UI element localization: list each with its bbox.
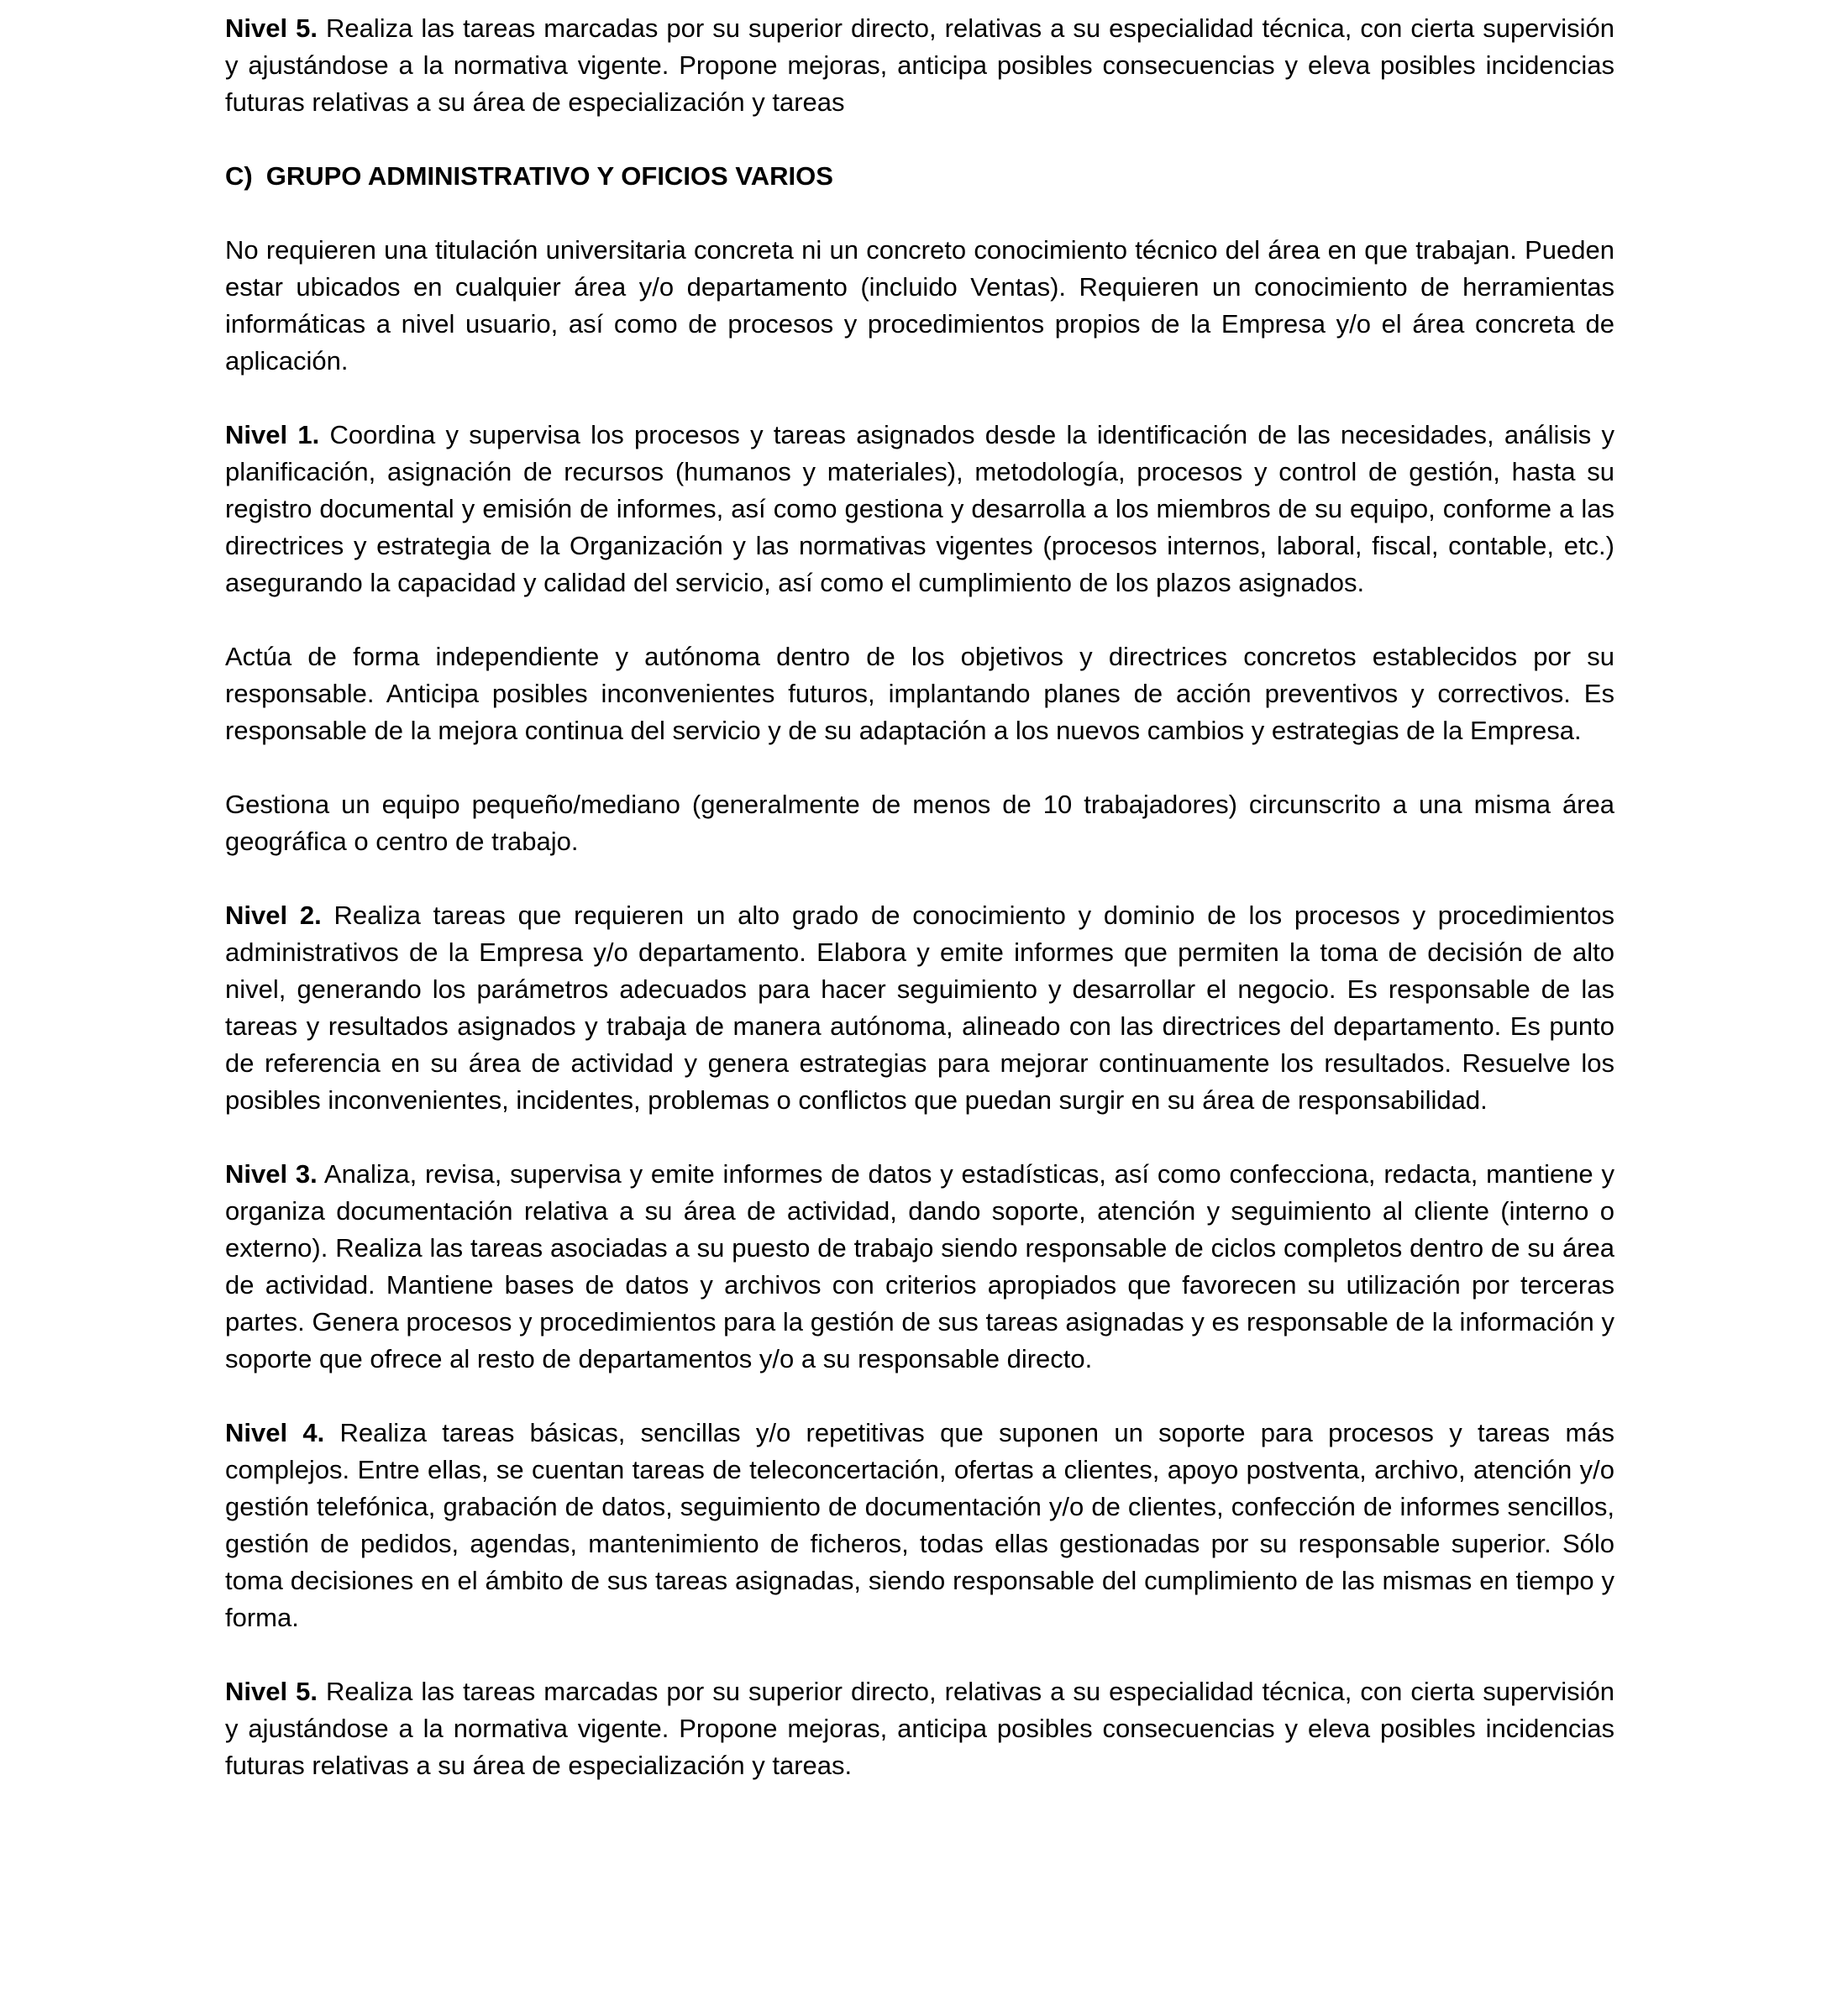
paragraph-lead-nivel1: Nivel 1. — [225, 420, 320, 449]
paragraph-lead-nivel2: Nivel 2. — [225, 901, 322, 930]
paragraph-text-nivel2: Realiza tareas que requieren un alto grado de conocimiento y dominio de los procesos y procedimientos administrativos de la Empresa y/o departamento. Elabora y emite informes que permiten la toma de decisión de alto nivel, generando los parámetros adecuados para hacer seguimiento y desarrollar el negocio. Es responsable de las tareas y resultados asignados y trabaja de manera autónoma, alineado con las directrices del departamento. Es punto de referencia en su área de actividad y genera estrategias para mejorar continuamente los resultados. Resuelve los posibles inconvenientes, incidentes, problemas o conflictos que puedan surgir en su área de responsabilidad. — [225, 901, 1614, 1115]
paragraph-nivel1-team — [225, 786, 1614, 860]
paragraph-group-intro — [225, 232, 1614, 380]
paragraph-lead-nivel5-top: Nivel 5. — [225, 13, 318, 43]
paragraph-text-group-intro: No requieren una titulación universitaria concreta ni un concreto conocimiento técnico del área en que trabajan. Pueden estar ubicados en cualquier área y/o departamento (incluido Ventas). Requieren un conocimiento de herramientas informáticas a nivel usuario, así como de procesos y procedimientos propios de la Empresa y/o el área concreta de aplicación. — [225, 235, 1614, 375]
section-heading-title: GRUPO ADMINISTRATIVO Y OFICIOS VARIOS — [265, 161, 833, 191]
paragraph-nivel4 — [225, 1415, 1614, 1636]
paragraph-text-nivel1-autonomy: Actúa de forma independiente y autónoma dentro de los objetivos y directrices concretos establecidos por su responsable. Anticipa posibles inconvenientes futuros, implantando planes de acción preventivos y correctivos. Es responsable de la mejora continua del servicio y de su adaptación a los nuevos cambios y estrategias de la Empresa. — [225, 642, 1614, 745]
paragraph-text-nivel5-bottom: Realiza las tareas marcadas por su superior directo, relativas a su especialidad técnica, con cierta supervisión y ajustándose a la normativa vigente. Propone mejoras, anticipa posibles consecuencias y eleva posibles incidencias futuras relativas a su área de especialización y tareas. — [225, 1677, 1615, 1780]
paragraph-text-nivel3: Analiza, revisa, supervisa y emite informes de datos y estadísticas, así como confecciona, redacta, mantiene y organiza documentación relativa a su área de actividad, dando soporte, atención y seguimiento al cliente (interno o externo). Realiza las tareas asociadas a su puesto de trabajo siendo responsable de ciclos completos dentro de su área de actividad. Mantiene bases de datos y archivos con criterios apropiados que favorecen su utilización por terceras partes. Genera procesos y procedimientos para la gestión de sus tareas asignadas y es responsable de la información y soporte que ofrece al resto de departamentos y/o a su responsable directo. — [225, 1159, 1614, 1373]
paragraph-nivel3 — [225, 1156, 1614, 1378]
paragraph-lead-nivel5-bottom: Nivel 5. — [225, 1677, 318, 1706]
paragraph-text-nivel1: Coordina y supervisa los procesos y tareas asignados desde la identificación de las necesidades, análisis y planificación, asignación de recursos (humanos y materiales), metodología, procesos y control de gestión, hasta su registro documental y emisión de informes, así como gestiona y desarrolla a los miembros de su equipo, conforme a las directrices y estrategia de la Organización y las normativas vigentes (procesos internos, laboral, fiscal, contable, etc.) asegurando la capacidad y calidad del servicio, así como el cumplimiento de los plazos asignados. — [225, 420, 1614, 597]
paragraph-nivel1 — [225, 417, 1614, 601]
paragraph-nivel5-bottom — [225, 1673, 1614, 1784]
paragraph-nivel5-top — [225, 10, 1614, 121]
paragraph-text-nivel5-top: Realiza las tareas marcadas por su superior directo, relativas a su especialidad técnica, con cierta supervisión y ajustándose a la normativa vigente. Propone mejoras, anticipa posibles consecuencias y eleva posibles incidencias futuras relativas a su área de especialización y tareas — [225, 13, 1615, 117]
section-heading-prefix: C) — [225, 161, 253, 191]
paragraph-text-nivel4: Realiza tareas básicas, sencillas y/o repetitivas que suponen un soporte para procesos y tareas más complejos. Entre ellas, se cuentan tareas de teleconcertación, ofertas a clientes, apoyo postventa, archivo, atención y/o gestión telefónica, grabación de datos, seguimiento de documentación y/o de clientes, confección de informes sencillos, gestión de pedidos, agendas, mantenimiento de ficheros, todas ellas gestionadas por su responsable superior. Sólo toma decisiones en el ámbito de sus tareas asignadas, siendo responsable del cumplimiento de las mismas en tiempo y forma. — [225, 1418, 1615, 1632]
paragraph-text-nivel1-team: Gestiona un equipo pequeño/mediano (generalmente de menos de 10 trabajadores) circunscrito a una misma área geográfica o centro de trabajo. — [225, 790, 1614, 856]
paragraph-lead-nivel4: Nivel 4. — [225, 1418, 325, 1447]
paragraph-nivel2 — [225, 897, 1614, 1119]
document-page — [225, 10, 1614, 1784]
paragraph-lead-nivel3: Nivel 3. — [225, 1159, 318, 1189]
section-heading-grupo-administrativo — [225, 158, 1614, 195]
paragraph-nivel1-autonomy — [225, 638, 1614, 749]
